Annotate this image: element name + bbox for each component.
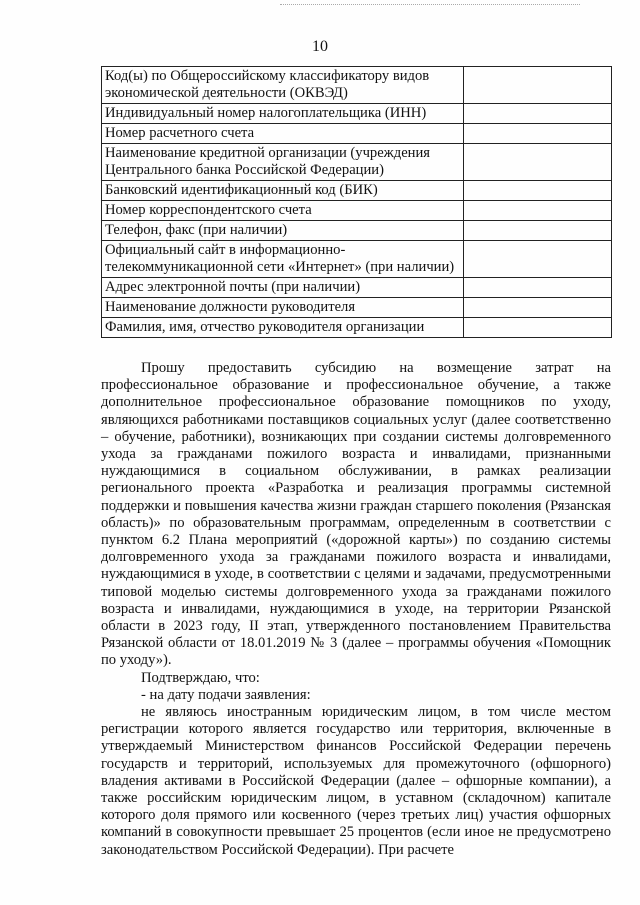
table-row xyxy=(102,298,612,318)
document-body xyxy=(101,360,611,859)
confirm-line: Подтверждаю, что: xyxy=(141,669,260,686)
table-row xyxy=(102,221,612,241)
table-row-value xyxy=(463,201,611,221)
table-row-value xyxy=(463,124,611,144)
table-row-label: Наименование кредитной организации (учреждения Центрального банка Российской Федерации) xyxy=(102,144,464,181)
request-paragraph: Прошу предоставить субсидию на возмещение затрат на профессиональное образование и профессиональное обучение, а также дополнительное профессиональное образование помощников по уходу, являющихся работниками поставщиков социальных услуг (далее соответственно – обучение, работники), возникающих при создании системы долговременного ухода за гражданами пожилого возраста и инвалидами, признанными нуждающимися в социальном обслуживании, в рамках реализации регионального проекта «Разработка и реализация программы системной поддержки и повышения качества жизни граждан старшего поколения (Рязанская область)» по образовательным программам, определенным в соответствии с пунктом 6.2 Плана мероприятий («дорожной карты») по созданию системы долговременного ухода за гражданами пожилого возраста и инвалидами, нуждающимися в уходе, в соответствии с целями и задачами, предусмотренными типовой моделью системы долговременного ухода за гражданами пожилого возраста и инвалидами, нуждающимися в уходе, на территории Рязанской области в 2023 году, II этап, утвержденного постановлением Правительства Рязанской области от 18.01.2019 № 3 (далее – программы обучения «Помощник по уходу»). xyxy=(101,360,611,669)
offshore-paragraph: не являюсь иностранным юридическим лицом, в том числе местом регистрации которого является государство или территория, включенные в утверждаемый Министерством финансов Российской Федерации перечень государств и территорий, используемых для промежуточного (офшорного) владения активами в Российской Федерации (далее – офшорные компании), а также российским юридическим лицом, в уставном (складочном) капитале которого доля прямого или косвенного (через третьих лиц) участия офшорных компаний в совокупности превышает 25 процентов (если иное не предусмотрено законодательством Российской Федерации). При расчете xyxy=(101,704,611,858)
table-row-value xyxy=(463,298,611,318)
table-row-label: Фамилия, имя, отчество руководителя организации xyxy=(102,318,464,338)
table-row-value xyxy=(463,104,611,124)
table-row-value xyxy=(463,221,611,241)
table-row xyxy=(102,124,612,144)
table-row-label: Наименование должности руководителя xyxy=(102,298,464,318)
table-row xyxy=(102,181,612,201)
table-row-label: Банковский идентификационный код (БИК) xyxy=(102,181,464,201)
organization-info-table-body xyxy=(102,67,612,338)
table-row-label: Индивидуальный номер налогоплательщика (ИНН) xyxy=(102,104,464,124)
table-row xyxy=(102,67,612,104)
table-row-value xyxy=(463,144,611,181)
table-row-label: Адрес электронной почты (при наличии) xyxy=(102,278,464,298)
organization-info-table xyxy=(101,66,612,338)
table-row xyxy=(102,144,612,181)
table-row-value xyxy=(463,181,611,201)
table-row-label: Телефон, факс (при наличии) xyxy=(102,221,464,241)
table-row xyxy=(102,278,612,298)
table-row xyxy=(102,318,612,338)
table-row-value xyxy=(463,67,611,104)
table-row-label: Код(ы) по Общероссийскому классификатору видов экономической деятельности (ОКВЭД) xyxy=(102,67,464,104)
table-row-value xyxy=(463,241,611,278)
table-row-label: Номер расчетного счета xyxy=(102,124,464,144)
page-number: 10 xyxy=(312,38,328,55)
table-row-label: Официальный сайт в информационно-телекоммуникационной сети «Интернет» (при наличии) xyxy=(102,241,464,278)
table-row xyxy=(102,201,612,221)
table-row-label: Номер корреспондентского счета xyxy=(102,201,464,221)
table-row-value xyxy=(463,318,611,338)
date-line: - на дату подачи заявления: xyxy=(141,686,311,703)
table-row-value xyxy=(463,278,611,298)
scan-noise-line xyxy=(280,4,580,7)
table-row xyxy=(102,104,612,124)
table-row xyxy=(102,241,612,278)
